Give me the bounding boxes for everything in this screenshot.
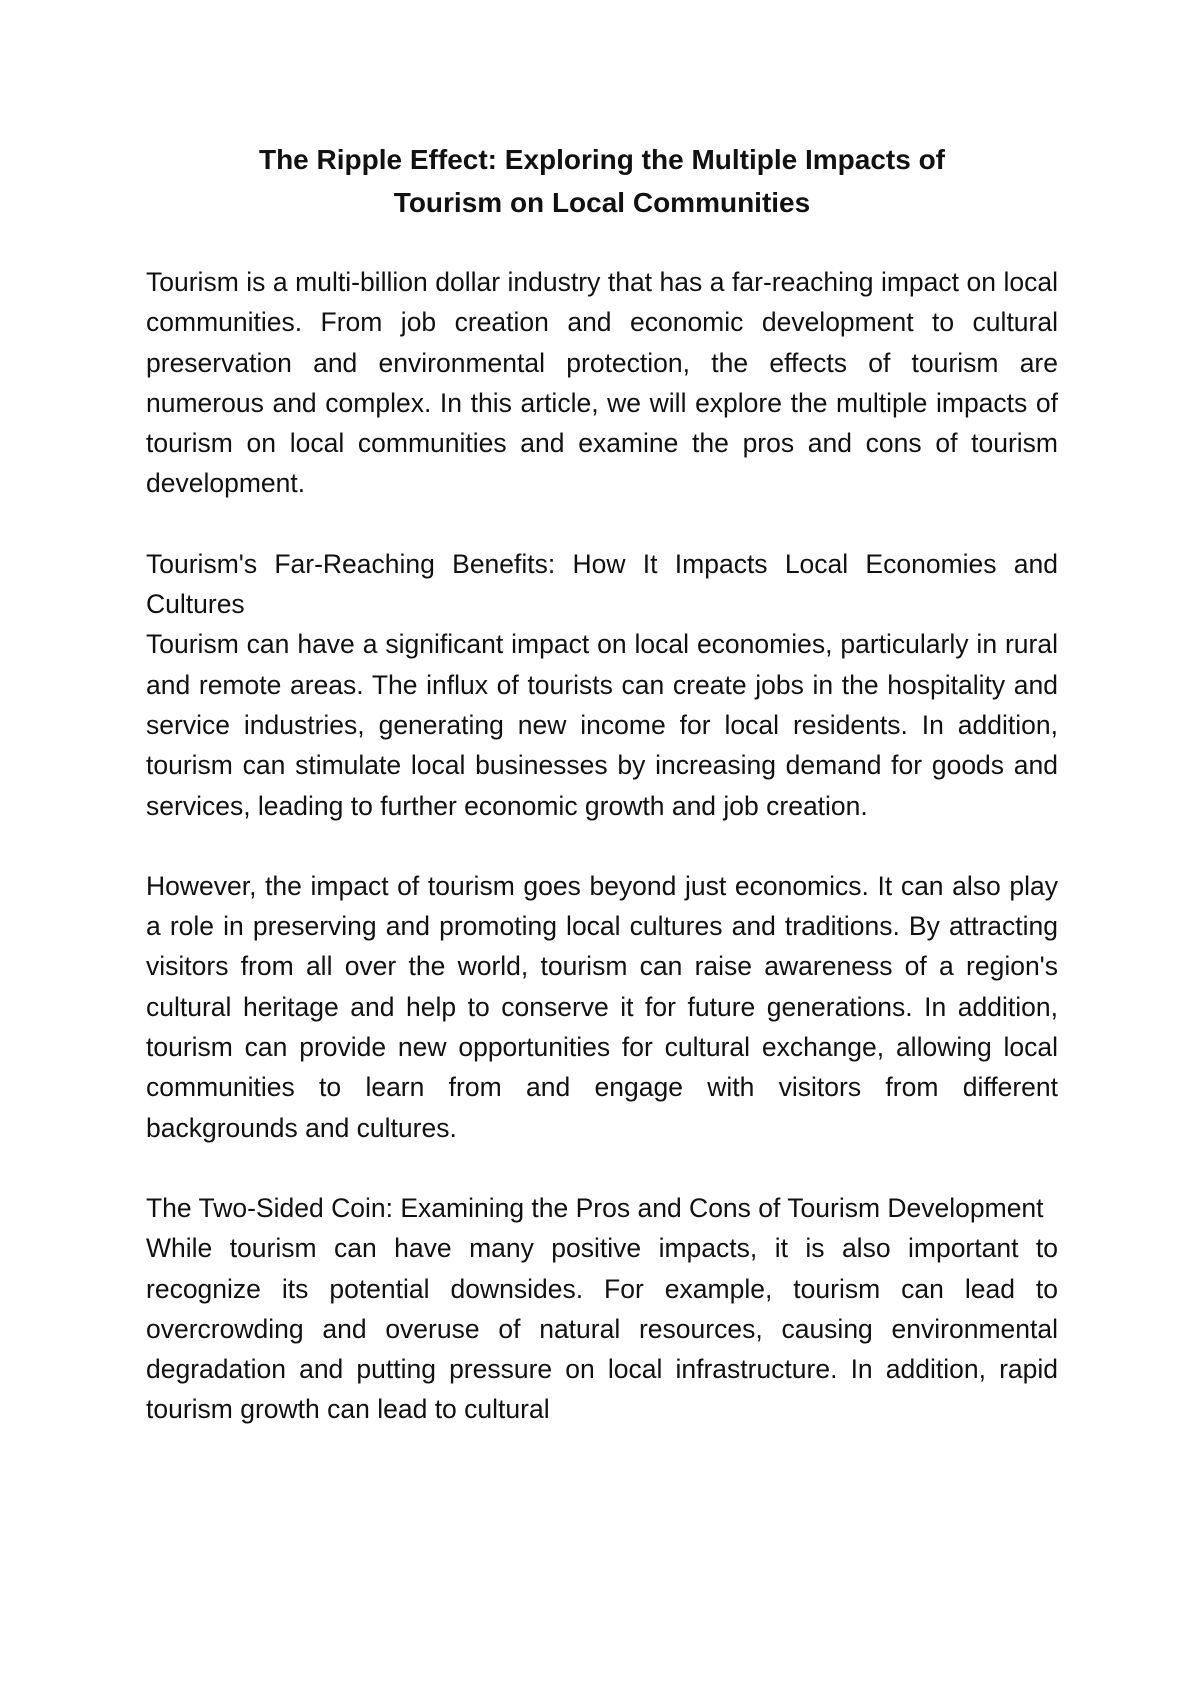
section-1-heading: Tourism's Far-Reaching Benefits: How It Impacts Local Economies and Cultures [146, 548, 1058, 620]
spacer [146, 224, 1058, 262]
section-1-paragraph-2: However, the impact of tourism goes beyond just economics. It can also play a role in preserving and promoting local cultures and traditions. By attracting visitors from all over the world, tourism can raise awareness of a region's cultural heritage and help to conserve it for future generations. In addition, tourism can provide new opportunities for cultural exchange, allowing local communities to learn from and engage with visitors from different backgrounds and cultures. [146, 870, 1058, 1143]
intro-paragraph: Tourism is a multi-billion dollar industry that has a far-reaching impact on local communities. From job creation and economic development to cultural preservation and environmental protection, the effects of tourism are numerous and complex. In this article, we will explore the multiple impacts of tourism on local communities and examine the pros and cons of tourism development. [146, 267, 1058, 499]
spacer [146, 504, 1058, 544]
section-1-paragraph-1: Tourism can have a significant impact on local economies, particularly in rural and remote areas. The influx of tourists can create jobs in the hospitality and service industries, generating new income for local residents. In addition, tourism can stimulate local businesses by increasing demand for goods and services, leading to further economic growth and job creation. [146, 629, 1058, 821]
spacer [146, 826, 1058, 866]
spacer [146, 1148, 1058, 1188]
document-title-line-1: The Ripple Effect: Exploring the Multiple Impacts of [258, 144, 946, 175]
section-2-paragraph-1: While tourism can have many positive impacts, it is also important to recognize its potential downsides. For example, tourism can lead to overcrowding and overuse of natural resources, causing environmental degradation and putting pressure on local infrastructure. In addition, rapid tourism growth can lead to cultural [146, 1233, 1058, 1425]
document-title [146, 138, 1058, 224]
document-title-line-2: Tourism on Local Communities [393, 187, 811, 218]
document-page [146, 138, 1058, 1430]
section-2-heading: The Two-Sided Coin: Examining the Pros and Cons of Tourism Development [146, 1192, 1044, 1223]
